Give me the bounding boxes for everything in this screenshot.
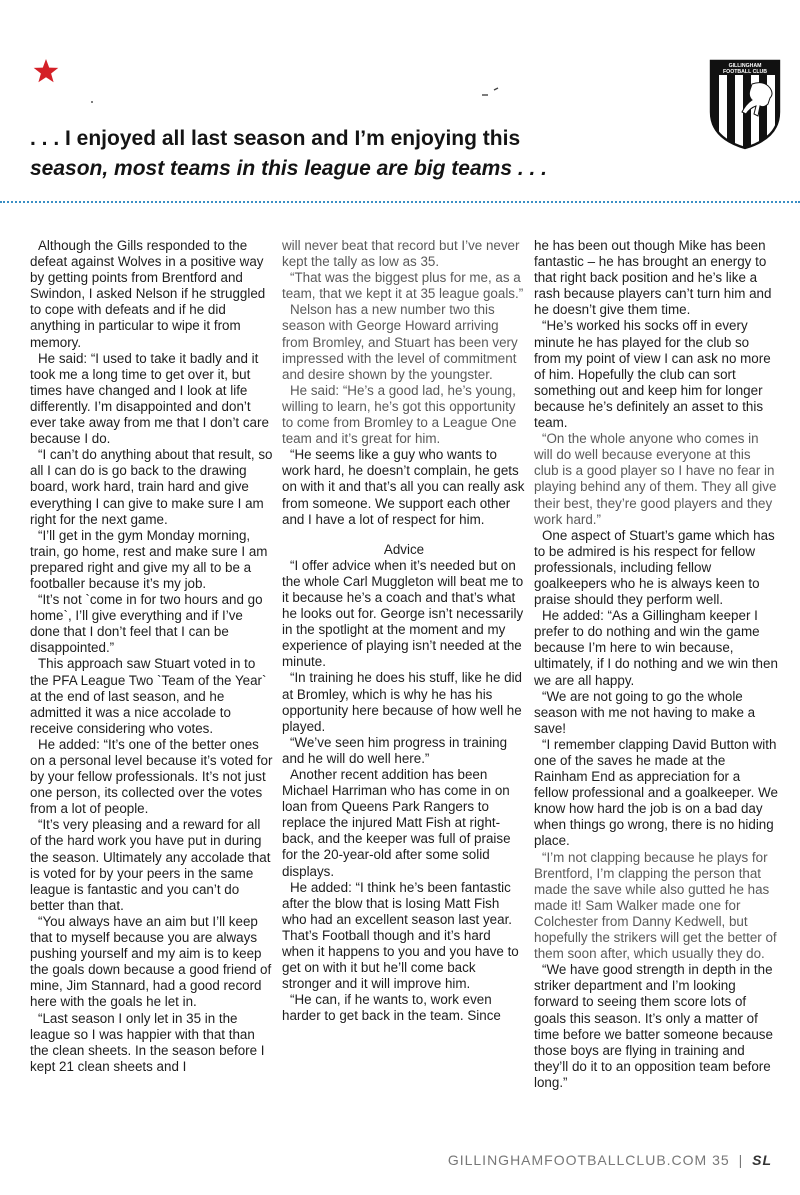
paragraph: “I offer advice when it’s needed but on the whole Carl Muggleton will beat me to it because he’s a coach and that’s what he looks out for. George isn’t necessarily in the spotlight at the moment and my experience of playing isn’t needed at the minute. [282, 557, 524, 670]
paragraph: “He can, if he wants to, work even harder to get back in the team. Since [282, 992, 501, 1024]
paragraph: “We’ve seen him progress in training and he will do well here.” [282, 734, 508, 766]
paragraph: “That was the biggest plus for me, as a team, that we kept it at 35 league goals.” [282, 270, 524, 302]
paragraph: “I’m not clapping because he plays for Brentford, I’m clapping the person that made the save while also gutted he has made it! Sam Walker made one for Colchester from Danny Kedwell, but hopefully the strikers will get the better of them soon after, which usually they do. [534, 849, 777, 962]
paragraph: “We have good strength in depth in the striker department and I’m looking forward to seeing them score lots of goals this season. It’s only a matter of time before we batter someone because those boys are flying in training and they’ll do it to an opposition team before long.” [534, 962, 773, 1090]
paragraph: “I’ll get in the gym Monday morning, train, go home, rest and make sure I am prepared right and give my all to be a footballer because it’s my job. [30, 527, 268, 591]
paragraph: “I can’t do anything about that result, so all I can do is go back to the drawing board, work hard, train hard and give everything I can give to make sure I am right for the next game. [30, 447, 273, 527]
dotted-divider [0, 201, 800, 203]
page-footer [448, 1152, 772, 1168]
paragraph: Another recent addition has been Michael Harriman who has come in on loan from Queens Park Rangers to replace the injured Matt Fish at right-back, and the keeper was full of praise for the 20-year-old after some solid displays. [282, 767, 511, 879]
article-column-3 [534, 238, 778, 1091]
page-number: 35 [712, 1152, 730, 1168]
paragraph: “It’s very pleasing and a reward for all of the hard work you have put in during the season. Ultimately any accolade that is voted for by your peers in the same league is fantastic and you can’t do better than that. [30, 817, 271, 913]
paragraph: “He seems like a guy who wants to work hard, he doesn’t complain, he gets on with it and that’s all you can really ask from someone. We support each other and I have a lot of respect for him. [282, 447, 525, 527]
pull-quote-line-1: . . . I enjoyed all last season and I’m enjoying this [30, 127, 521, 150]
paragraph: Although the Gills responded to the defeat against Wolves in a positive way by getting points from Brentford and Swindon, I asked Nelson if he struggled to cope with defeats and if he did anything in particular to wipe it from memory. [30, 238, 266, 350]
paragraph: He added: “I think he’s been fantastic after the blow that is losing Matt Fish who had an excellent season last year. That’s Football though and it’s hard when it happens to you and you have to get on with it but he’ll come back stronger and it will improve him. [282, 879, 519, 992]
paragraph: He said: “I used to take it badly and it took me a long time to get over it, but times have changed and I look at life differently. I’m disappointed and don’t ever take away from me that I don’t care because I do. [30, 350, 269, 447]
footer-separator: | [738, 1152, 744, 1168]
paragraph: “We are not going to go the whole season with me not having to make a save! [534, 688, 756, 736]
print-speck [90, 100, 94, 104]
paragraph: This approach saw Stuart voted in to the PFA League Two `Team of the Year` at the end of last season, and he admitted it was a nice accolade to receive considering who votes. [30, 656, 267, 736]
paragraph: “It’s not `come in for two hours and go home`, I’ll give everything and if I’ve done that I don’t feel that I can be disappointed.” [30, 592, 263, 656]
red-star-icon [33, 58, 59, 84]
paragraph: “I remember clapping David Button with one of the saves he made at the Rainham End as appreciation for a fellow professional and a goalkeeper. We know how hard the job is on a bad day when things go wrong, there is no hiding place. [534, 736, 778, 849]
paragraph: “In training he does his stuff, like he did at Bromley, which is why he has his opportunity here because of how well he played. [282, 670, 522, 734]
section-subheading: Advice [383, 541, 425, 557]
paragraph: will never beat that record but I’ve never kept the tally as low as 35. [282, 238, 520, 270]
footer-site-url: GILLINGHAMFOOTBALLCLUB.COM [447, 1152, 708, 1168]
paragraph: “Last season I only let in 35 in the league so I was happier with that than the clean sheets. In the season before I kept 21 clean sheets and I [30, 1010, 265, 1074]
svg-text:FOOTBALL CLUB: FOOTBALL CLUB [723, 69, 767, 75]
paragraph: One aspect of Stuart’s game which has to be admired is his respect for fellow professionals, including fellow goalkeepers who he is always keen to praise should they perform well. [534, 527, 775, 608]
paragraph: “He’s worked his socks off in every minute he has played for the club so from my point of view I can ask no more of him. Hopefully the club can sort something out and keep him for longer because he’s definitely an asset to this team. [534, 318, 771, 431]
paragraph: He added: “It’s one of the better ones on a personal level because it’s voted for by your fellow professionals. It’s not just one person, its collected over the votes from a lot of people. [30, 736, 273, 817]
svg-text:GILLINGHAM: GILLINGHAM [728, 63, 762, 70]
gillingham-crest-icon [708, 58, 782, 150]
paragraph: Nelson has a new number two this season with George Howard arriving from Bromley, and Stuart has been very impressed with the level of commitment and desire shown by the youngster. [282, 302, 518, 382]
paragraph: He said: “He’s a good lad, he’s young, willing to learn, he’s got this opportunity to come from Bromley to a League One team and it’s great for him. [282, 382, 517, 447]
article-column-2 [282, 238, 526, 1025]
pull-quote [30, 124, 710, 184]
article-column-1 [30, 238, 274, 1075]
paragraph: he has been out though Mike has been fantastic – he has brought an energy to that right back position and he’s like a rash because players can’t turn him and he doesn’t give them time. [534, 238, 772, 318]
print-speck [480, 86, 510, 98]
paragraph: He added: “As a Gillingham keeper I prefer to do nothing and win the game because I’m here to win because, ultimately, if I do nothing and we win then we are all happy. [534, 608, 778, 688]
publisher-logo: SL [752, 1152, 772, 1168]
paragraph: “You always have an aim but I’ll keep that to myself because you are always pushing yourself and my aim is to keep the goals down because a good friend of mine, Jim Stannard, had a good record here with the goals he let in. [30, 913, 272, 1010]
paragraph: “On the whole anyone who comes in will do well because everyone at this club is a good player so I have no fear in playing behind any of them. They all give their best, they’re good players and they work hard.” [534, 431, 777, 527]
pull-quote-line-2: season, most teams in this league are big teams . . . [30, 157, 548, 180]
